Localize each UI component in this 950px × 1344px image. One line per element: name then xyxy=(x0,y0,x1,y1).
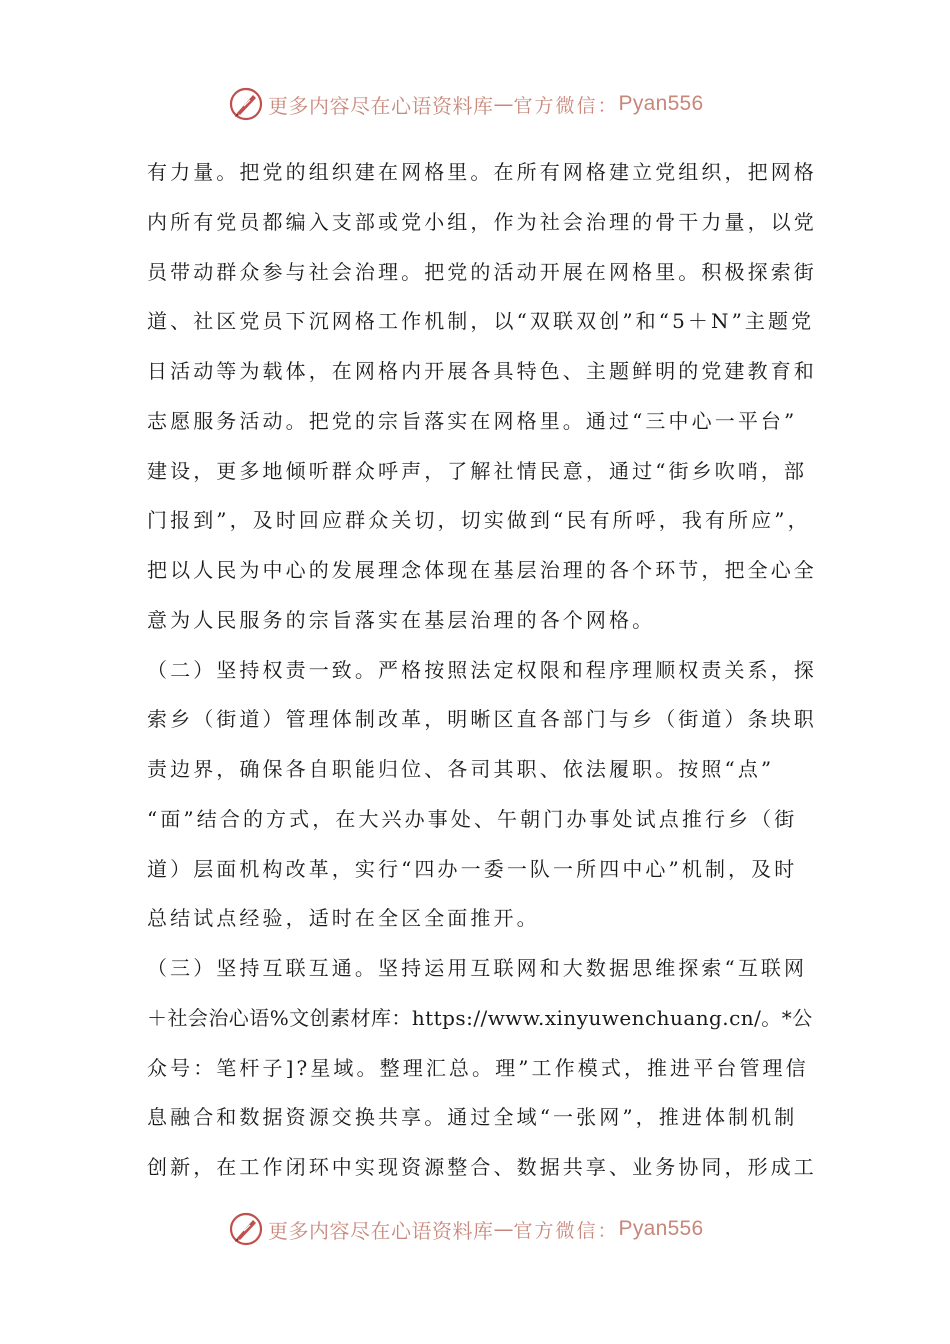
banner-subtitle: 官方微信： xyxy=(513,1219,619,1242)
banner-dash: — xyxy=(493,1217,514,1241)
text-line: 息融合和数据资源交换共享。通过全域“一张网”，推进体制机制 xyxy=(147,1105,798,1130)
text-line: （二）坚持权责一致。严格按照法定权限和程序理顺权责关系，探 xyxy=(147,657,817,682)
text-line: 内所有党员都编入支部或党小组，作为社会治理的骨干力量，以党 xyxy=(147,209,817,234)
banner-title: 更多内容尽在心语资料库 xyxy=(268,1218,494,1243)
text-line: 总结试点经验，适时在全区全面推开。 xyxy=(147,906,540,931)
text-line: 索乡（街道）管理体制改革，明晰区直各部门与乡（街道）条块职 xyxy=(147,707,817,732)
text-line: 道）层面机构改革，实行“四办一委一队一所四中心”机制，及时 xyxy=(147,856,798,881)
banner-wechat-id: Pyan556 xyxy=(618,1217,704,1240)
text-line: 员带动群众参与社会治理。把党的活动开展在网格里。积极探索街 xyxy=(147,259,817,284)
banner-subtitle: 官方微信： xyxy=(513,94,619,117)
banner-wechat-id: Pyan556 xyxy=(618,92,704,115)
text-line: 日活动等为载体，在网格内开展各具特色、主题鲜明的党建教育和 xyxy=(147,359,817,383)
text-line: 志愿服务活动。把党的宗旨落实在网格里。通过“三中心一平台” xyxy=(147,408,798,433)
text-line: 把以人民为中心的发展理念体现在基层治理的各个环节，把全心全 xyxy=(147,558,817,582)
text-line: 有力量。把党的组织建在网格里。在所有网格建立党组织，把网格 xyxy=(147,160,817,184)
text-line: 建设，更多地倾听群众呼声，了解社情民意，通过“街乡吹哨，部 xyxy=(147,458,808,483)
text-line: 门报到”，及时回应群众关切，切实做到“民有所呼，我有所应”， xyxy=(147,508,811,533)
text-line: ＋社会治心语%文创素材库：https://www.xinyuwenchuang.cn/。*公 xyxy=(147,1005,813,1030)
text-line: 创新，在工作闭环中实现资源整合、数据共享、业务协同，形成工 xyxy=(147,1155,817,1179)
text-line: 众号：笔杆子]?星域。整理汇总。理”工作模式，推进平台管理信 xyxy=(147,1055,809,1080)
text-line: 意为人民服务的宗旨落实在基层治理的各个网格。 xyxy=(147,607,656,632)
banner-title: 更多内容尽在心语资料库 xyxy=(268,93,494,118)
quill-pen-logo-icon xyxy=(228,1211,264,1247)
text-line: （三）坚持互联互通。坚持运用互联网和大数据思维探索“互联网 xyxy=(147,956,808,980)
text-line: “面”结合的方式，在大兴办事处、午朝门办事处试点推行乡（街 xyxy=(147,806,798,831)
document-body xyxy=(147,148,817,1193)
banner-dash: — xyxy=(493,92,514,116)
text-line: 责边界，确保各自职能归位、各司其职、依法履职。按照“点” xyxy=(147,757,775,781)
header-banner xyxy=(228,84,704,124)
footer-banner xyxy=(228,1209,704,1249)
text-line: 道、社区党员下沉网格工作机制，以“双联双创”和“5＋N”主题党 xyxy=(147,309,815,334)
quill-pen-logo-icon xyxy=(228,86,264,122)
